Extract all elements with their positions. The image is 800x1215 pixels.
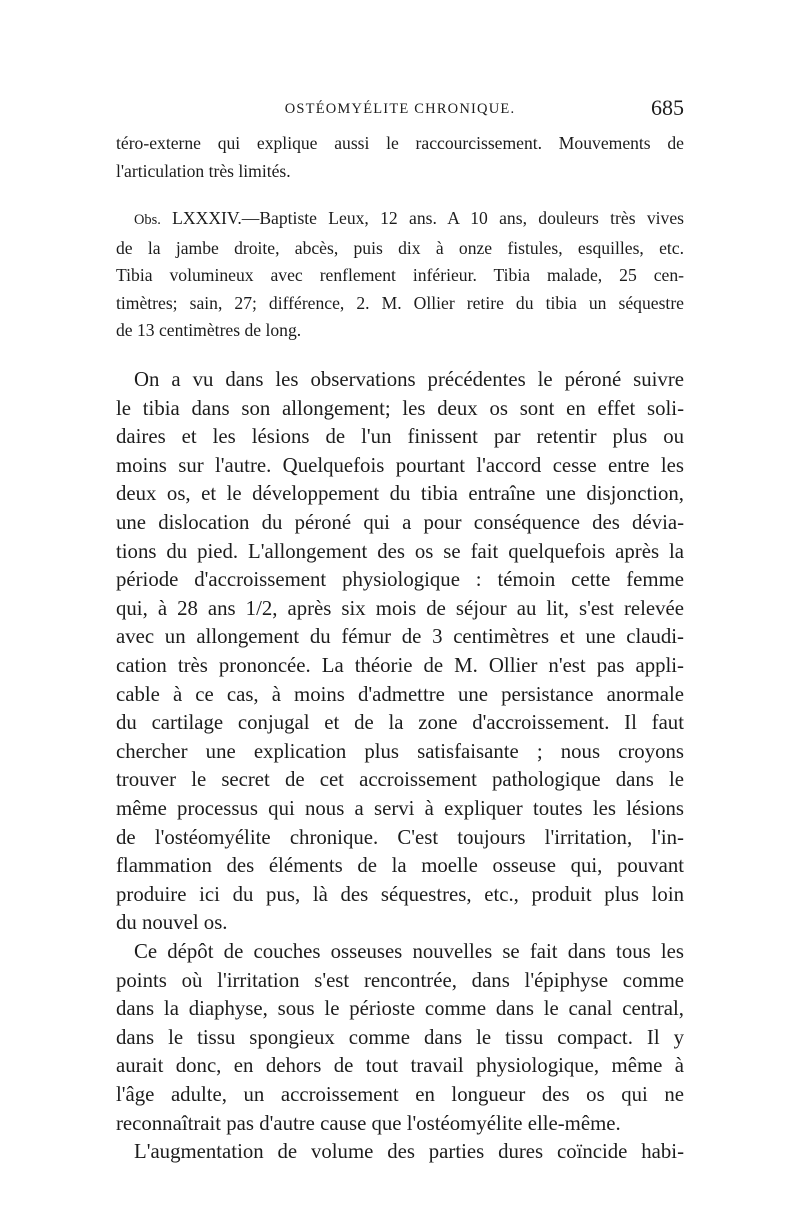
text-line: qui, à 28 ans 1/2, après six mois de séjour au lit, s'est relevée bbox=[116, 596, 684, 620]
observation-first-line bbox=[116, 205, 684, 235]
text-line: même processus qui nous a servi à expliquer toutes les lésions bbox=[116, 796, 684, 820]
text-line: de l'ostéomyélite chronique. C'est toujours l'irritation, l'in- bbox=[116, 825, 684, 849]
text-line: moins sur l'autre. Quelquefois pourtant l'accord cesse entre les bbox=[116, 453, 684, 477]
text-line: avec un allongement du fémur de 3 centimètres et une claudi- bbox=[116, 625, 684, 649]
text-line: On a vu dans les observations précédentes le péroné suivre bbox=[134, 368, 684, 391]
text-line: cation très prononcée. La théorie de M. Ollier n'est pas appli- bbox=[116, 653, 684, 677]
text-line: points où l'irritation s'est rencontrée, dans l'épiphyse comme bbox=[116, 968, 684, 992]
running-title: OSTÉOMYÉLITE CHRONIQUE. bbox=[284, 101, 516, 117]
paragraph-3 bbox=[116, 1138, 684, 1167]
page-number: 685 bbox=[651, 95, 684, 120]
text-line: Tibia volumineux avec renflement inférieur. Tibia malade, 25 cen- bbox=[116, 265, 684, 285]
text-line: une dislocation du péroné qui a pour conséquence des dévia- bbox=[116, 510, 684, 534]
paragraph-2 bbox=[116, 938, 684, 1138]
text-line: daires et les lésions de l'un finissent par retentir plus ou bbox=[116, 425, 684, 449]
text-line: reconnaîtrait pas d'autre cause que l'ostéomyélite elle-même. bbox=[116, 1111, 621, 1135]
text-line: produire ici du pus, là des séquestres, etc., produit plus loin bbox=[116, 882, 684, 906]
text-line: tions du pied. L'allongement des os se fait quelquefois après la bbox=[116, 539, 684, 563]
observation-entry bbox=[116, 205, 684, 345]
text-line: timètres; sain, 27; différence, 2. M. Ollier retire du tibia un séquestre bbox=[116, 292, 684, 313]
text-line: téro-externe qui explique aussi le raccourcissement. Mouvements de bbox=[116, 133, 684, 153]
paragraph-1 bbox=[116, 366, 684, 938]
text-line: période d'accroissement physiologique : témoin cette femme bbox=[116, 568, 684, 592]
observation-label: Obs. bbox=[134, 212, 161, 228]
text-line: l'âge adulte, un accroissement en longueur des os qui ne bbox=[116, 1082, 684, 1106]
text-line: de 13 centimètres de long. bbox=[116, 320, 302, 340]
text-line: dans la diaphyse, sous le périoste comme dans le canal central, bbox=[116, 997, 684, 1021]
continuation-text bbox=[116, 130, 684, 185]
text-line: LXXXIV.—Baptiste Leux, 12 ans. A 10 ans, douleurs très vives bbox=[172, 208, 685, 228]
text-line: le tibia dans son allongement; les deux os sont en effet soli- bbox=[116, 396, 684, 420]
text-line: du nouvel os. bbox=[116, 911, 228, 935]
running-head bbox=[116, 95, 684, 125]
text-line: cable à ce cas, à moins d'admettre une persistance anormale bbox=[116, 682, 684, 706]
text-line: l'articulation très limités. bbox=[116, 160, 291, 181]
text-line: de la jambe droite, abcès, puis dix à onze fistules, esquilles, etc. bbox=[116, 237, 684, 258]
text-line: chercher une explication plus satisfaisante ; nous croyons bbox=[116, 739, 684, 763]
text-line: Ce dépôt de couches osseuses nouvelles se fait dans tous les bbox=[134, 940, 684, 963]
text-line: trouver le secret de cet accroissement pathologique dans le bbox=[116, 768, 684, 792]
text-line: L'augmentation de volume des parties dures coïncide habi- bbox=[134, 1140, 684, 1163]
text-line: aurait donc, en dehors de tout travail physiologique, même à bbox=[116, 1054, 684, 1078]
text-line: deux os, et le développement du tibia entraîne une disjonction, bbox=[116, 482, 684, 506]
text-line: flammation des éléments de la moelle osseuse qui, pouvant bbox=[116, 854, 684, 878]
text-line: du cartilage conjugal et de la zone d'accroissement. Il faut bbox=[116, 711, 684, 735]
text-line: dans le tissu spongieux comme dans le tissu compact. Il y bbox=[116, 1025, 684, 1049]
